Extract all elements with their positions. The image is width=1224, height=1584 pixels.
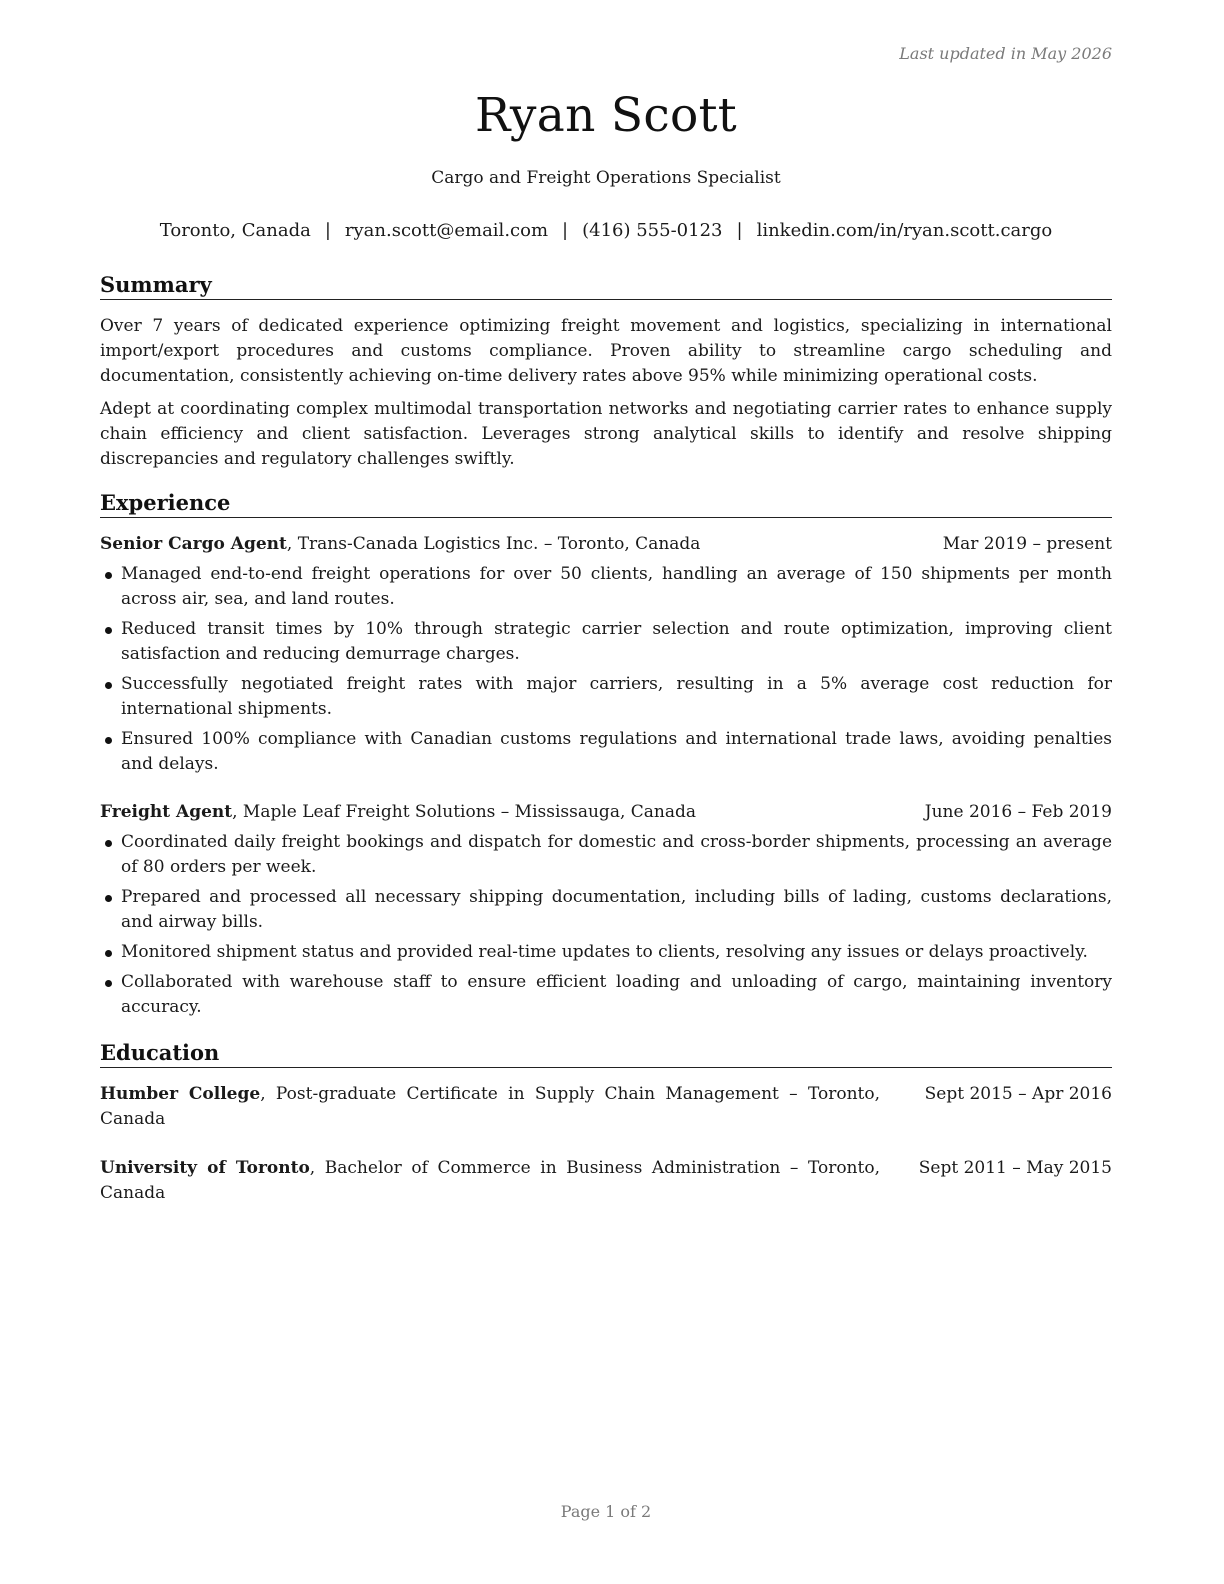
education-school: University of Toronto — [100, 1158, 310, 1178]
contact-phone: (416) 555-0123 — [582, 220, 723, 241]
education-dates: Sept 2011 – May 2015 — [918, 1158, 1112, 1178]
list-item: Reduced transit times by 10% through strategic carrier selection and route optimization, improving client satisfaction and reducing demurrage charges. — [100, 617, 1112, 667]
contact-email-link[interactable]: ryan.scott@email.com — [344, 220, 549, 241]
job-company-location: , Maple Leaf Freight Solutions – Mississauga, Canada — [232, 802, 697, 822]
job-dates: June 2016 – Feb 2019 — [924, 802, 1112, 822]
section-title-education: Education — [100, 1040, 1112, 1068]
section-title-summary: Summary — [100, 272, 1112, 300]
contact-line — [100, 220, 1112, 241]
education-entry — [100, 1082, 1112, 1132]
list-item: Successfully negotiated freight rates with major carriers, resulting in a 5% average cost reduction for international shipments. — [100, 672, 1112, 722]
job-role: Freight Agent — [100, 802, 233, 822]
resume-page — [100, 0, 1112, 1584]
experience-section — [100, 490, 1112, 1020]
list-item: Prepared and processed all necessary shipping documentation, including bills of lading, customs declarations, and airway bills. — [100, 885, 1112, 935]
education-school: Humber College — [100, 1084, 261, 1104]
candidate-headline: Cargo and Freight Operations Specialist — [431, 168, 781, 188]
list-item: Collaborated with warehouse staff to ensure efficient loading and unloading of cargo, maintaining inventory accuracy. — [100, 970, 1112, 1020]
contact-separator: | — [562, 220, 569, 241]
job-company-location: , Trans-Canada Logistics Inc. – Toronto, Canada — [286, 534, 701, 554]
education-program: , Post-graduate Certificate in Supply Chain Management – Toronto, Canada — [100, 1084, 880, 1129]
contact-separator: | — [736, 220, 743, 241]
list-item: Monitored shipment status and provided real-time updates to clients, resolving any issues or delays proactively. — [100, 940, 1112, 965]
job-header — [100, 532, 1112, 557]
contact-linkedin-link[interactable]: linkedin.com/in/ryan.scott.cargo — [756, 220, 1053, 241]
last-updated-note: Last updated in May 2026 — [899, 44, 1112, 63]
education-section — [100, 1040, 1112, 1206]
summary-paragraph: Over 7 years of dedicated experience optimizing freight movement and logistics, specializing in international import/export procedures and customs compliance. Proven ability to streamline cargo scheduling and documentation, consistently achieving on-time delivery rates above 95% while minimizing operational costs. — [100, 316, 1112, 386]
list-item: Coordinated daily freight bookings and dispatch for domestic and cross-border shipments, processing an average of 80 orders per week. — [100, 830, 1112, 880]
summary-section — [100, 272, 1112, 472]
job-header — [100, 800, 1112, 825]
job-dates: Mar 2019 – present — [942, 534, 1112, 554]
job-entry — [100, 532, 1112, 777]
section-title-experience: Experience — [100, 490, 1112, 518]
job-bullets — [100, 830, 1112, 1020]
candidate-name: Ryan Scott — [475, 88, 737, 143]
education-dates: Sept 2015 – Apr 2016 — [924, 1084, 1112, 1104]
page-number: Page 1 of 2 — [560, 1502, 652, 1521]
education-entry — [100, 1156, 1112, 1206]
education-program: , Bachelor of Commerce in Business Administration – Toronto, Canada — [100, 1158, 880, 1203]
job-bullets — [100, 562, 1112, 777]
job-entry — [100, 800, 1112, 1020]
list-item: Managed end-to-end freight operations for over 50 clients, handling an average of 150 shipments per month across air, sea, and land routes. — [100, 562, 1112, 612]
summary-paragraph: Adept at coordinating complex multimodal transportation networks and negotiating carrier rates to enhance supply chain efficiency and client satisfaction. Leverages strong analytical skills to identify and resolve shipping discrepancies and regulatory challenges swiftly. — [100, 399, 1112, 469]
job-role: Senior Cargo Agent — [100, 534, 287, 554]
list-item: Ensured 100% compliance with Canadian customs regulations and international trade laws, avoiding penalties and delays. — [100, 727, 1112, 777]
contact-separator: | — [324, 220, 331, 241]
contact-location: Toronto, Canada — [159, 220, 311, 241]
